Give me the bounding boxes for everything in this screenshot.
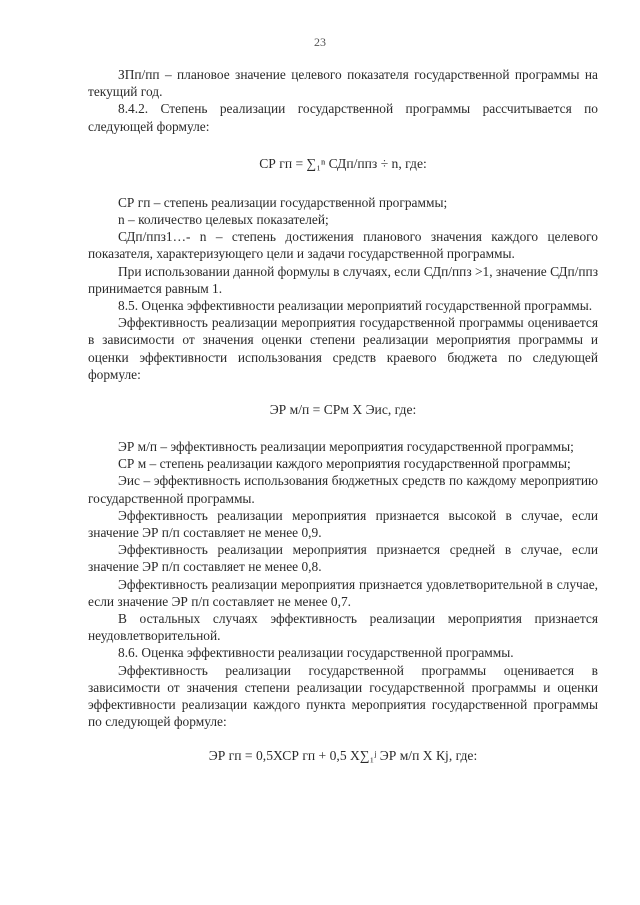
- paragraph: В остальных случаях эффективность реализации мероприятия признается неудовлетворительной.: [88, 611, 598, 644]
- formula-measure-efficiency: ЭР м/п = СРм Х Эис, где:: [269, 402, 417, 418]
- paragraph: Эис – эффективность использования бюджетных средств по каждому мероприятию государственной программы.: [88, 473, 598, 506]
- formula-program-efficiency: ЭР гп = 0,5ХСР гп + 0,5 Х∑₁ʲ ЭР м/п Х Кj, где:: [208, 747, 478, 763]
- paragraph: Эффективность реализации мероприятия признается удовлетворительной в случае, если значение ЭР п/п составляет не менее 0,7.: [88, 576, 598, 609]
- paragraph: Эффективность реализации мероприятия признается высокой в случае, если значение ЭР п/п составляет не менее 0,9.: [88, 507, 598, 541]
- paragraph: СДп/ппз1…- n – степень достижения планового значения каждого целевого показателя, характеризующего цели и задачи государственной программы.: [88, 229, 598, 262]
- paragraph: n – количество целевых показателей;: [118, 212, 329, 228]
- paragraph: При использовании данной формулы в случаях, если СДп/ппз >1, значение СДп/ппз принимается равным 1.: [88, 263, 598, 296]
- paragraph: ЭР м/п – эффективность реализации мероприятия государственной программы;: [118, 439, 574, 455]
- paragraph: СР гп – степень реализации государственной программы;: [118, 194, 448, 210]
- paragraph: Эффективность реализации мероприятия государственной программы оценивается в зависимости от значения оценки степени реализации мероприятия программы и оценки эффективности использования средств краевого бюджета по следующей формуле:: [88, 315, 598, 382]
- page-number: 23: [314, 35, 326, 49]
- paragraph: 8.6. Оценка эффективности реализации государственной программы.: [118, 645, 514, 661]
- formula-program-realization-degree: СР гп = ∑₁ⁿ СДп/ппз ÷ n, где:: [259, 155, 427, 171]
- paragraph: ЗПп/пп – плановое значение целевого показателя государственной программы на текущий год.: [88, 67, 598, 100]
- document-body: [88, 66, 598, 764]
- paragraph: 8.4.2. Степень реализации государственной программы рассчитывается по следующей формуле:: [88, 101, 598, 134]
- paragraph: 8.5. Оценка эффективности реализации мероприятий государственной программы.: [118, 298, 593, 314]
- paragraph: Эффективность реализации мероприятия признается средней в случае, если значение ЭР п/п составляет не менее 0,8.: [88, 542, 598, 575]
- paragraph: Эффективность реализации государственной программы оценивается в зависимости от значения степени реализации государственной программы и оценки эффективности реализации каждого пункта мероприятия государственной программы по следующей формуле:: [88, 662, 598, 730]
- paragraph: СР м – степень реализации каждого мероприятия государственной программы;: [118, 456, 571, 472]
